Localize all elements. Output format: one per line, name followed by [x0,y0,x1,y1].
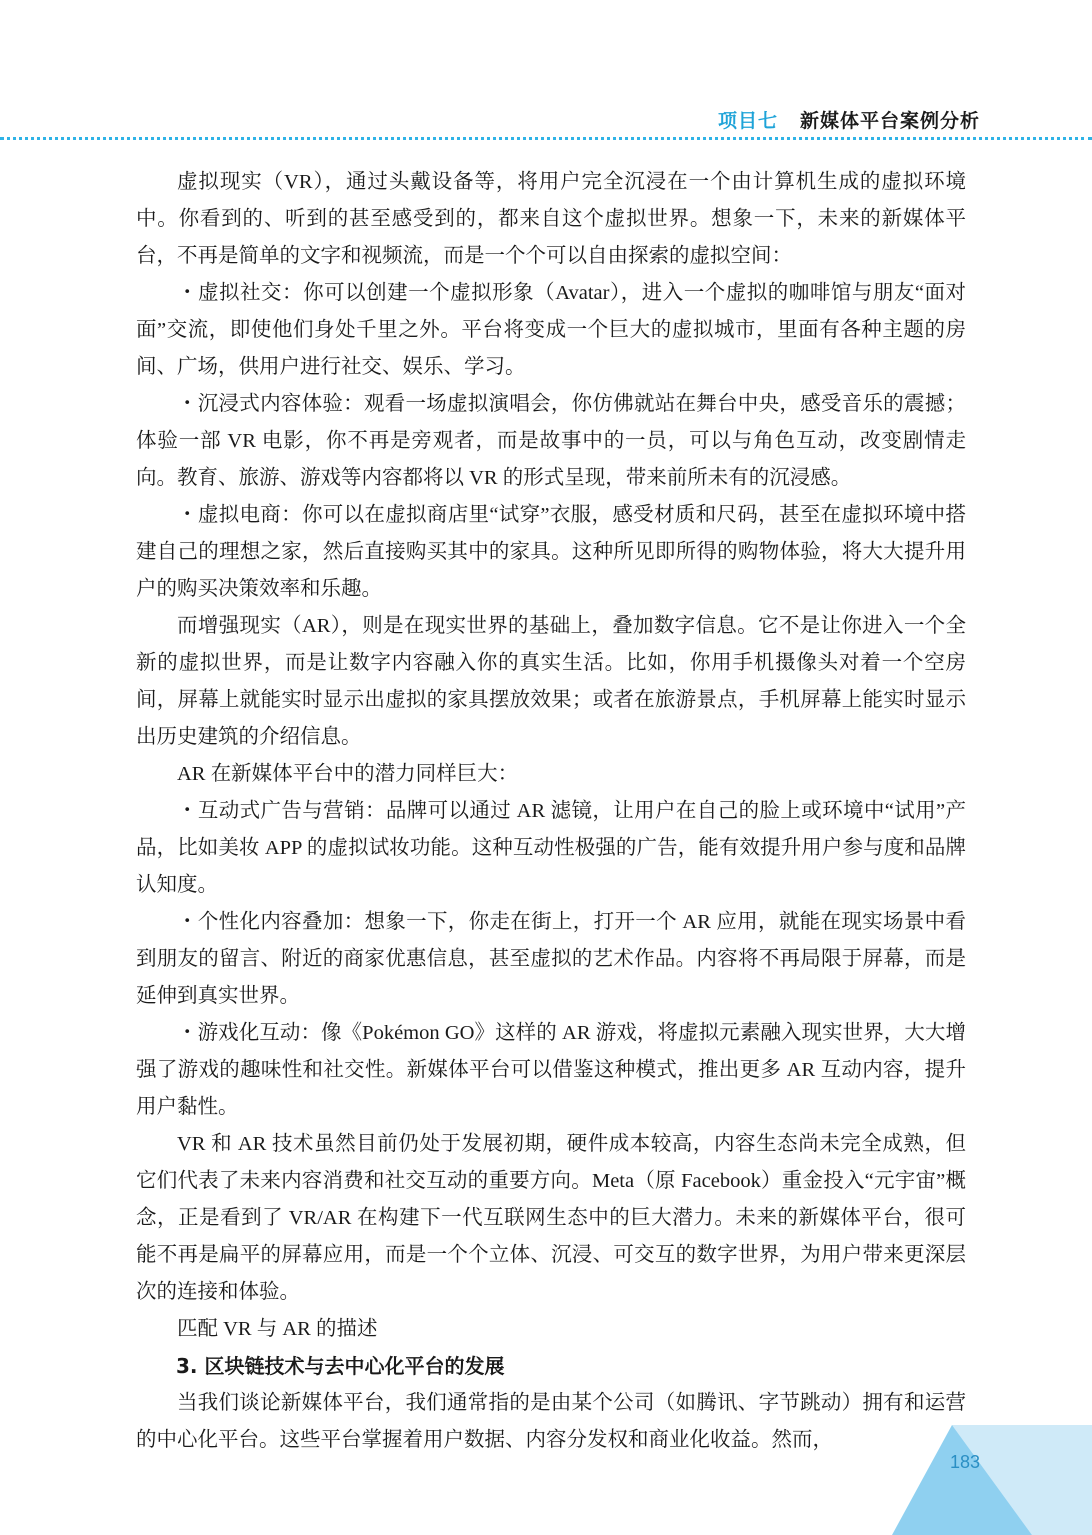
section-heading: 3. 区块链技术与去中心化平台的发展 [176,1354,505,1378]
paragraph-interactive-ads: ・互动式广告与营销：品牌可以通过 AR 滤镜，让用户在自己的脸上或环境中“试用”产品，比如美妆 APP 的虚拟试妆功能。这种互动性极强的广告，能有效提升用户参与度和品牌认知度。 [136,800,966,896]
paragraph-virtual-social: ・虚拟社交：你可以创建一个虚拟形象（Avatar），进入一个虚拟的咖啡馆与朋友“面对面”交流，即使他们身处千里之外。平台将变成一个巨大的虚拟城市，里面有各种主题的房间、广场，供用户进行社交、娱乐、学习。 [136,282,966,378]
paragraph-personalized-overlay: ・个性化内容叠加：想象一下，你走在街上，打开一个 AR 应用，就能在现实场景中看到朋友的留言、附近的商家优惠信息，甚至虚拟的艺术作品。内容将不再局限于屏幕，而是延伸到真实世界。 [136,911,966,1007]
paragraph-match-prompt: 匹配 VR 与 AR 的描述 [177,1318,378,1340]
paragraph-centralized-platforms: 当我们谈论新媒体平台，我们通常指的是由某个公司（如腾讯、字节跳动）拥有和运营的中心化平台。这些平台掌握着用户数据、内容分发权和商业化收益。然而， [136,1392,966,1451]
running-header [718,106,980,133]
header-dotted-divider [0,137,1092,140]
paragraph-ar-potential: AR 在新媒体平台中的潜力同样巨大： [177,763,519,785]
paragraph-vr-intro: 虚拟现实（VR），通过头戴设备等，将用户完全沉浸在一个由计算机生成的虚拟环境中。你看到的、听到的甚至感受到的，都来自这个虚拟世界。想象一下，未来的新媒体平台，不再是简单的文字和视频流，而是一个个可以自由探索的虚拟空间： [136,171,966,267]
paragraph-virtual-ecommerce: ・虚拟电商：你可以在虚拟商店里“试穿”衣服，感受材质和尺码，甚至在虚拟环境中搭建自己的理想之家，然后直接购买其中的家具。这种所见即所得的购物体验，将大大提升用户的购买决策效率和乐趣。 [136,504,966,600]
body-text [136,164,966,1459]
page-number: 183 [949,1452,981,1472]
paragraph-vr-ar-summary: VR 和 AR 技术虽然目前仍处于发展初期，硬件成本较高，内容生态尚未完全成熟，但它们代表了未来内容消费和社交互动的重要方向。Meta（原 Facebook）重金投入“元宇宙”概念，正是看到了 VR/AR 在构建下一代互联网生态中的巨大潜力。未来的新媒体平台，很可能不再是扁平的屏幕应用，而是一个个立体、沉浸、可交互的数字世界，为用户带来更深层次的连接和体验。 [136,1133,966,1303]
header-project-label: 项目七 [717,110,778,132]
paragraph-immersive-content: ・沉浸式内容体验：观看一场虚拟演唱会，你仿佛就站在舞台中央，感受音乐的震撼；体验一部 VR 电影，你不再是旁观者，而是故事中的一员，可以与角色互动，改变剧情走向。教育、旅游、游戏等内容都将以 VR 的形式呈现，带来前所未有的沉浸感。 [136,393,966,489]
header-chapter-title: 新媒体平台案例分析 [799,110,980,132]
paragraph-ar-intro: 而增强现实（AR），则是在现实世界的基础上，叠加数字信息。它不是让你进入一个全新的虚拟世界，而是让数字内容融入你的真实生活。比如，你用手机摄像头对着一个空房间，屏幕上就能实时显示出虚拟的家具摆放效果；或者在旅游景点，手机屏幕上能实时显示出历史建筑的介绍信息。 [136,615,966,748]
page-corner-decoration [892,1425,1092,1535]
paragraph-gamified-interaction: ・游戏化互动：像《Pokémon GO》这样的 AR 游戏，将虚拟元素融入现实世界，大大增强了游戏的趣味性和社交性。新媒体平台可以借鉴这种模式，推出更多 AR 互动内容，提升用户黏性。 [136,1022,966,1118]
